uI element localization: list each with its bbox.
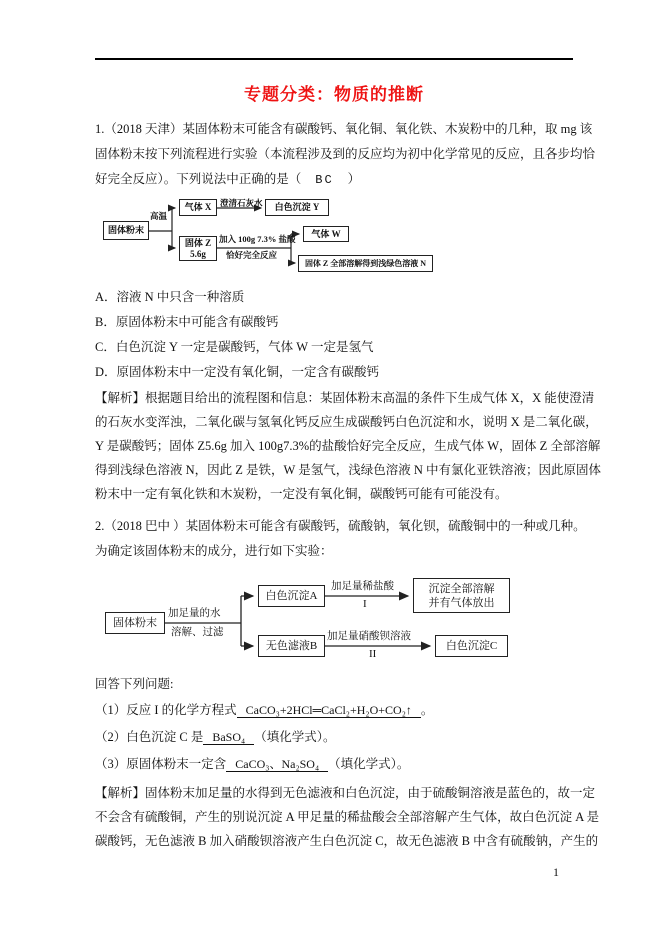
analysis-line: 粉末中一定有氧化铁和木炭粉，一定没有氧化铜，碳酸钙可能有可能没有。 [95,487,508,501]
subq3-answer-blank: CaCO₃、Na₂SO₄ [226,757,328,772]
flow1-solid-z-line2: 5.6g [190,248,206,259]
analysis-line: 【解析】固体粉末加足量的水得到无色滤液和白色沉淀，由于硫酸铜溶液是蓝色的，故一定 [95,786,596,800]
analysis-line: Y 是碳酸钙；固体 Z5.6g 加入 100g7.3%的盐酸恰好完全反应，生成气体 W，固体 Z 全部溶解 [95,439,601,453]
flow2-result1-line1: 沉淀全部溶解 [428,582,495,595]
flow1-label-acid-line1: 加入 100g 7.3% 盐酸 [219,234,296,244]
flow1-condition-high-temp: 高温 [150,211,168,221]
question2-analysis [95,781,600,853]
flow2-condition-line2: 溶解、过滤 [171,627,224,638]
question2-stem [95,514,586,564]
flowchart-question1 [95,198,570,278]
flow1-solid-z-line1: 固体 Z [184,237,212,248]
flow1-node-gas-x: 气体 X [179,199,217,216]
analysis-line: 【解析】根据题目给出的流程图和信息：某固体粉末高温的条件下生成气体 X，X 能使澄清 [95,391,595,405]
option-c: C．白色沉淀 Y 一定是碳酸钙，气体 W 一定是氢气 [95,340,374,354]
page-title: 专题分类：物质的推断 [244,85,424,104]
flow1-label-limewater: 澄清石灰水 [220,198,263,208]
question2-answer-intro: 回答下列问题: [95,677,174,691]
flow2-node-precipitate-a: 白色沉淀A [258,585,325,607]
stem-line-prefix: 好完全反应）。下列说法中正确的是（ [95,172,302,186]
flow2-step2-label: 加足量硝酸钡溶液 [327,631,411,642]
flow1-node-solid-z [179,236,217,261]
stem-line [95,167,573,193]
flow2-node-result1 [413,578,510,613]
sub-question-1 [95,697,573,724]
flow2-step1-label: 加足量稀盐酸 [331,581,394,592]
page-number: 1 [553,865,559,879]
subq2-prefix: （2）白色沉淀 C 是 [95,730,204,744]
flow2-step2-number: II [369,648,377,660]
flow2-node-precipitate-c: 白色沉淀C [435,635,508,657]
stem-line: 1.（2018 天津）某固体粉末可能含有碳酸钙、氧化铜、氧化铁、木炭粉中的几种，取 mg 该 [95,122,593,136]
question1-options [95,285,573,385]
subq2-answer-blank: BaSO₄ [203,730,254,745]
subq1-prefix: （1）反应 I 的化学方程式 [95,703,237,717]
option-a: A．溶液 N 中只含一种溶质 [95,290,245,304]
stem-line: 2.（2018 巴中 ）某固体粉末可能含有碳酸钙，硫酸钠，氧化钡，硫酸铜中的一种或几种。 [95,519,586,533]
flow2-node-filtrate-b: 无色滤液B [258,635,325,657]
flow2-step1-number: I [363,598,367,610]
stem-line: 为确定该固体粉末的成分，进行如下实验： [95,544,333,558]
subq3-prefix: （3）原固体粉末一定含 [95,757,227,771]
subq3-suffix: （填化学式）。 [328,757,410,771]
flow2-condition-line1: 加足量的水 [168,608,221,619]
sub-question-3 [95,751,573,778]
flow2-node-solid-powder: 固体粉末 [105,612,165,634]
option-d: D．原固体粉末中一定没有氧化铜，一定含有碳酸钙 [95,365,380,379]
flow2-result1-line2: 并有气体放出 [428,596,495,609]
flow1-node-gas-w: 气体 W [303,226,349,242]
subq1-suffix: 。 [420,703,434,717]
question1-answer: BC [315,173,334,187]
page-content [95,0,602,853]
header-rule [95,58,573,60]
analysis-line: 不会含有硫酸铜，产生的别说沉淀 A 甲足量的稀盐酸会全部溶解产生气体，故白色沉淀 A 是 [95,810,600,824]
analysis-line: 得到浅绿色溶液 N，因此 Z 是铁，W 是氢气，浅绿色溶液 N 中有氯化亚铁溶液；因此原固体 [95,463,602,477]
flow1-node-solid-powder: 固体粉末 [103,221,149,240]
subq2-suffix: （填化学式）。 [254,730,336,744]
option-b: B．原固体粉末中可能含有碳酸钙 [95,315,279,329]
subq1-answer-blank: CaCO₃+2HCl═CaCl₂+H₂O+CO₂↑ [237,703,421,718]
flow1-label-acid-line2: 恰好完全反应 [226,250,278,260]
analysis-line: 碳酸钙，无色滤液 B 加入硝酸钡溶液产生白色沉淀 C，故无色滤液 B 中含有硫酸钠，产生的 [95,834,599,848]
flow1-node-solution-n: 固体 Z 全部溶解得到浅绿色溶液 N [298,255,433,272]
stem-line: 固体粉末按下列流程进行实验（本流程涉及到的反应均为初中化学常见的反应，且各步均恰 [95,147,596,161]
analysis-line: 的石灰水变浑浊，二氧化碳与氢氧化钙反应生成碳酸钙白色沉淀和水，说明 X 是二氧化碳， [95,415,598,429]
stem-line-close: ） [347,172,361,186]
flowchart-question2 [95,574,570,670]
question1-analysis [95,386,602,506]
sub-question-2 [95,724,573,751]
question1-stem [95,117,596,193]
flow1-node-precipitate-y: 白色沉淀 Y [265,199,329,216]
